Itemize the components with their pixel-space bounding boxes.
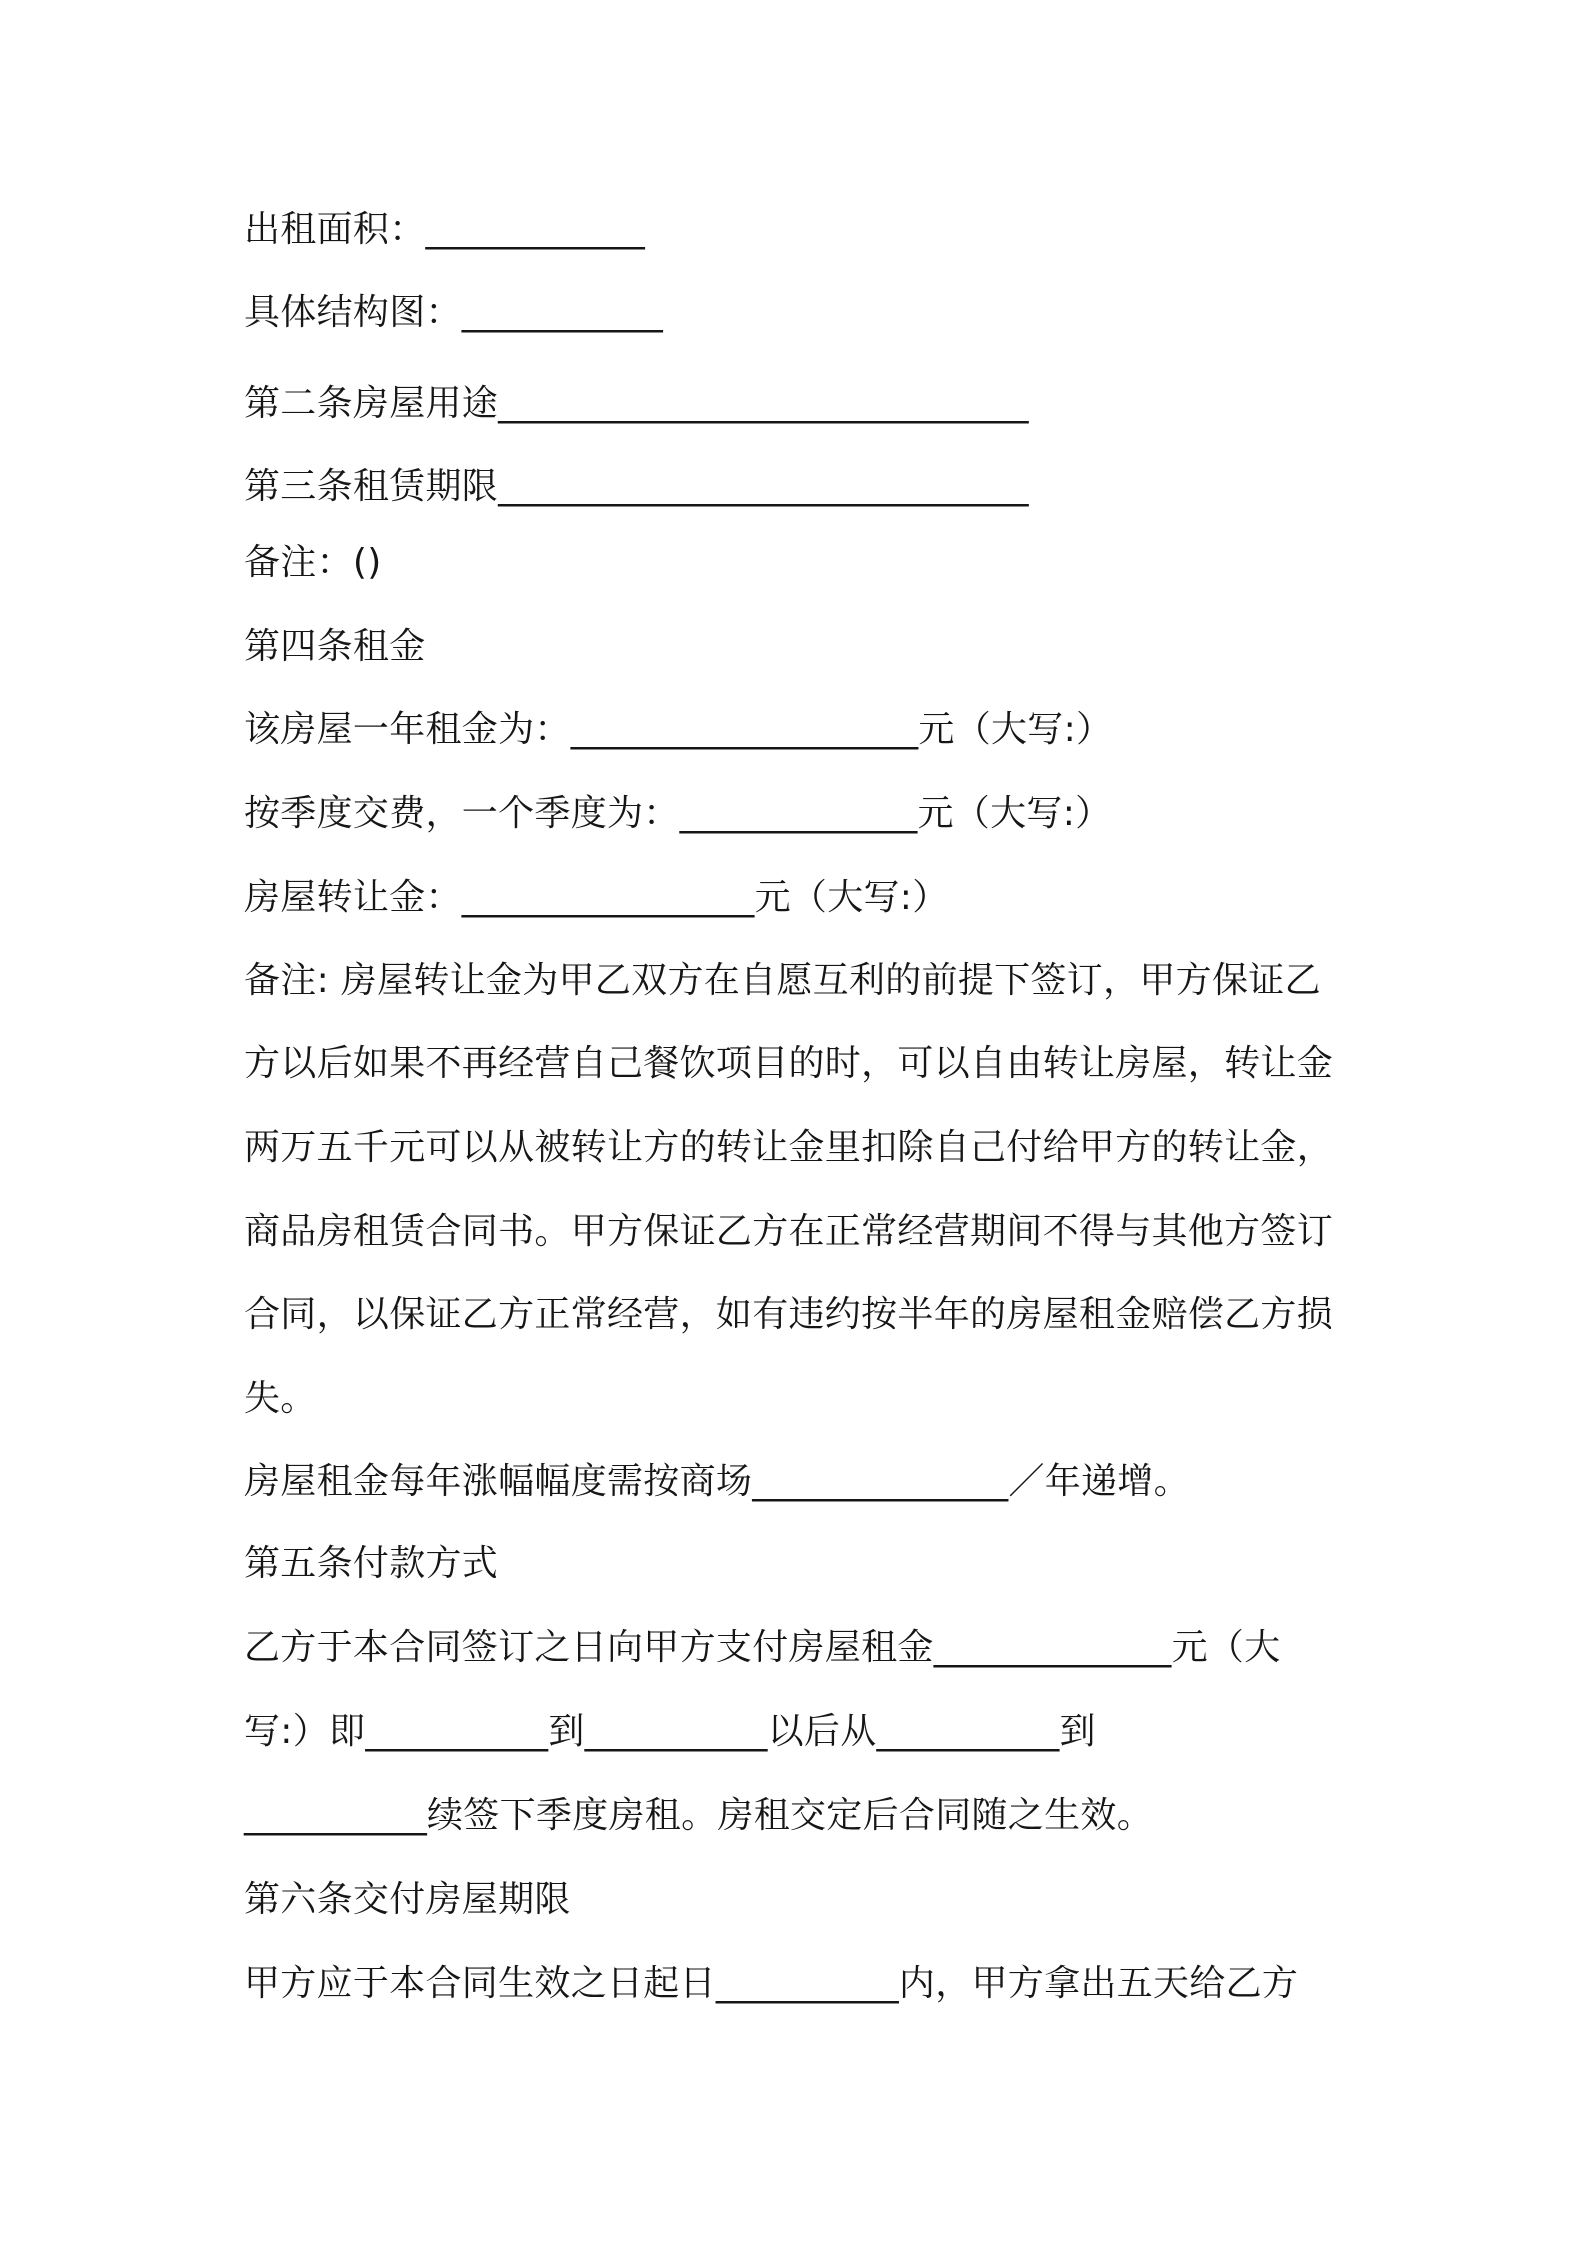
remark-line: 备注：() xyxy=(244,542,382,583)
article-2-heading: 第二条房屋用途_____________________________ xyxy=(244,383,1029,424)
delivery-deadline-line: 甲方应于本合同生效之日起日__________内，甲方拿出五天给乙方 xyxy=(244,1963,1299,2004)
article-3-heading: 第三条租赁期限_____________________________ xyxy=(244,466,1029,507)
payment-line-1: 乙方于本合同签订之日向甲方支付房屋租金_____________元（大 xyxy=(244,1627,1281,1668)
payment-line-2: 写:）即__________到__________以后从__________到 xyxy=(244,1711,1096,1752)
annual-rent-line: 该房屋一年租金为：___________________元（大写:） xyxy=(244,709,1113,750)
transfer-remark-line-2: 方以后如果不再经营自己餐饮项目的时，可以自由转让房屋，转让金 xyxy=(244,1043,1334,1084)
payment-line-3: __________续签下季度房租。房租交定后合同随之生效。 xyxy=(244,1795,1153,1836)
transfer-remark-line-3: 两万五千元可以从被转让方的转让金里扣除自己付给甲方的转让金， xyxy=(244,1127,1334,1168)
rent-increase-line: 房屋租金每年涨幅幅度需按商场______________／年递增。 xyxy=(244,1461,1190,1502)
quarterly-rent-line: 按季度交费，一个季度为：_____________元（大写:） xyxy=(244,793,1112,834)
structure-diagram-line: 具体结构图：___________ xyxy=(244,292,664,333)
article-4-heading: 第四条租金 xyxy=(244,626,426,667)
transfer-remark-line-4: 商品房租赁合同书。甲方保证乙方在正常经营期间不得与其他方签订 xyxy=(244,1211,1334,1252)
article-5-heading: 第五条付款方式 xyxy=(244,1543,499,1584)
transfer-fee-line: 房屋转让金：________________元（大写:） xyxy=(244,877,949,918)
transfer-remark-line-1: 备注: 房屋转让金为甲乙双方在自愿互利的前提下签订，甲方保证乙 xyxy=(244,960,1321,1001)
rental-area-line: 出租面积：____________ xyxy=(244,209,646,250)
article-6-heading: 第六条交付房屋期限 xyxy=(244,1879,571,1920)
transfer-remark-line-6: 失。 xyxy=(244,1378,317,1419)
transfer-remark-line-5: 合同，以保证乙方正常经营，如有违约按半年的房屋租金赔偿乙方损 xyxy=(244,1294,1334,1335)
